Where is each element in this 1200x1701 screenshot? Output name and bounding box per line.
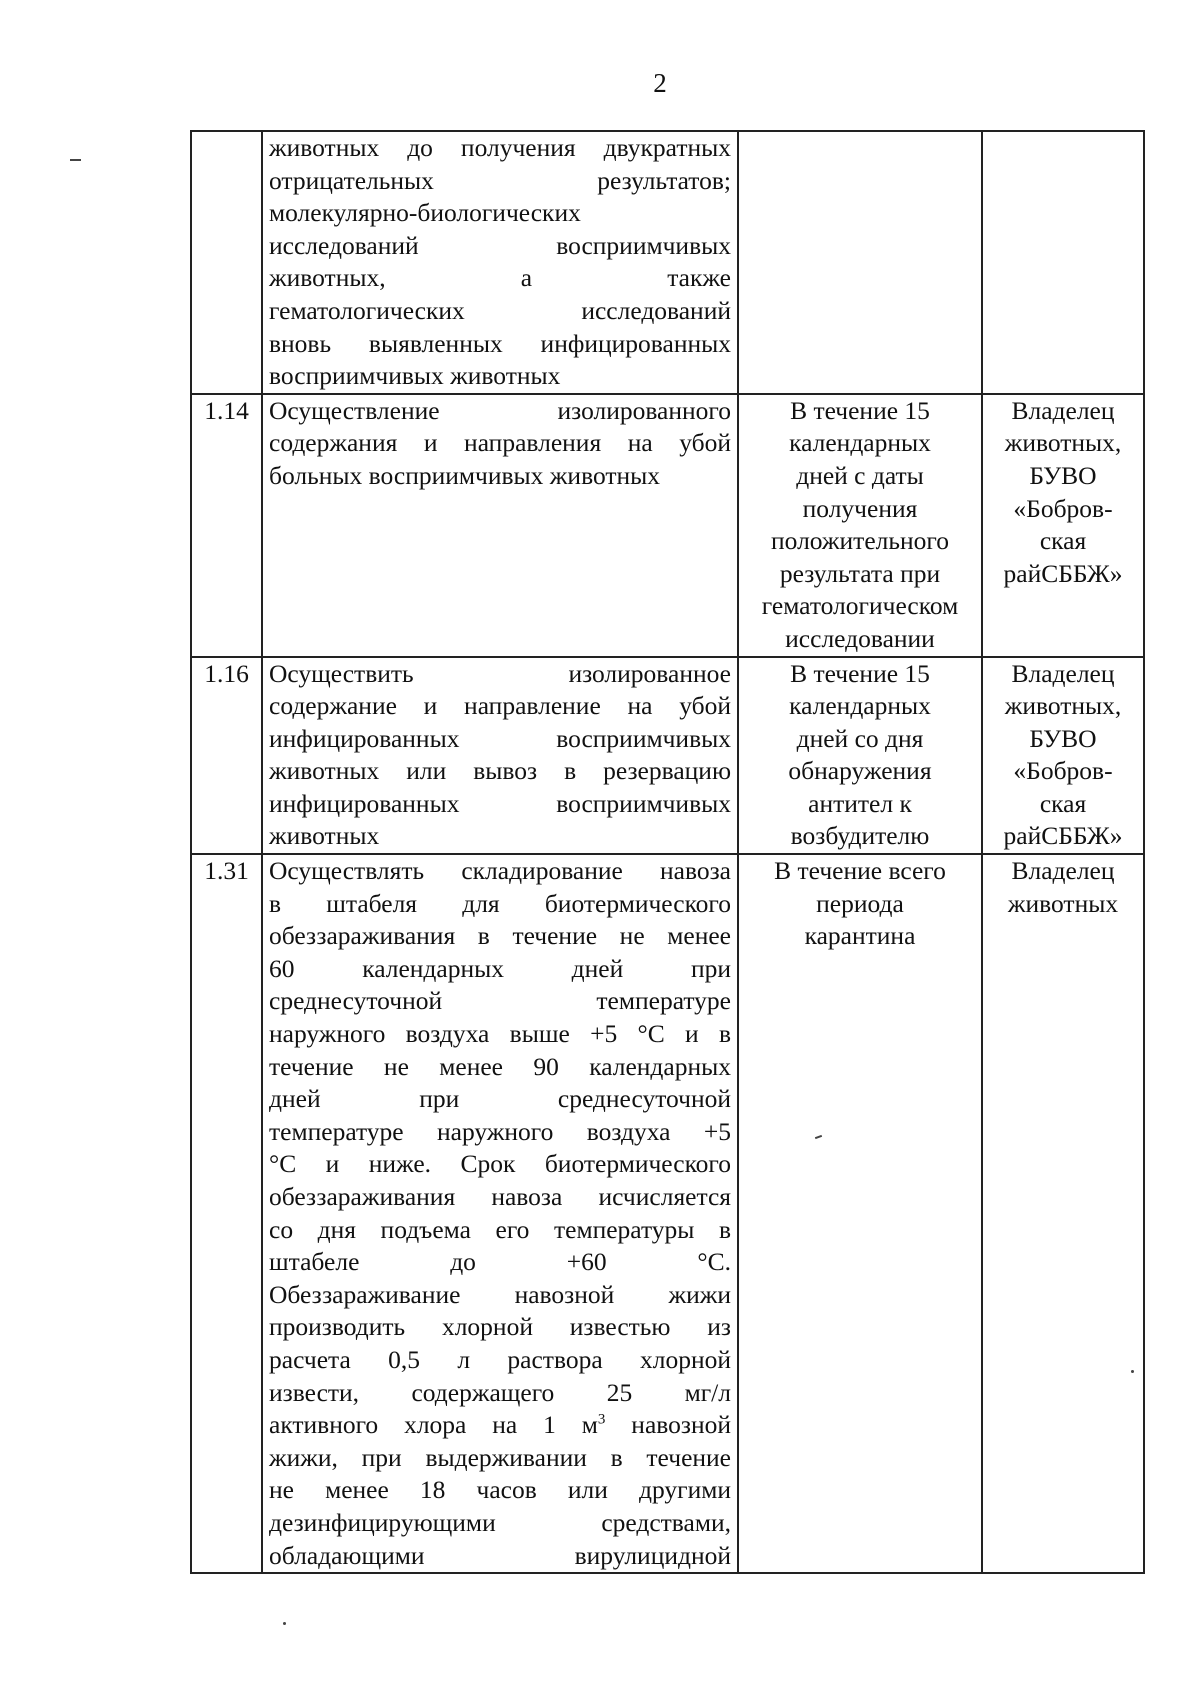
text-line: не менее 18 часов или другими <box>269 1475 731 1505</box>
responsible-party <box>982 131 1144 394</box>
text-line: животных <box>269 821 380 851</box>
text-line: расчета 0,5 л раствора хлорной <box>269 1344 731 1374</box>
deadline-line: календарных <box>789 691 931 721</box>
responsible-party <box>982 657 1144 855</box>
text-line: 60 календарных дней при <box>269 953 731 983</box>
deadline-line: В течение 15 <box>790 658 930 688</box>
responsible-line: животных <box>1007 888 1119 918</box>
measure-description <box>262 394 738 657</box>
responsible-line: Владелец <box>1011 395 1115 425</box>
deadline-line: исследовании <box>785 623 935 653</box>
deadline-line: дней с даты <box>796 460 924 490</box>
text-line: наружного воздуха выше +5 °С и в <box>269 1019 731 1049</box>
text-line: течение не менее 90 календарных <box>269 1051 731 1081</box>
text-line: Обеззараживание навозной жижи <box>269 1279 731 1309</box>
text-line: дней при среднесуточной <box>269 1084 731 1114</box>
text-line: в штабеля для биотермического <box>269 888 731 918</box>
responsible-party <box>982 394 1144 657</box>
text-line: отрицательных результатов; <box>269 165 731 195</box>
text-line: штабеле до +60 °С. <box>269 1247 731 1277</box>
text-line: Осуществление изолированного <box>269 395 731 425</box>
text-line <box>269 1409 731 1442</box>
responsible-line: ская <box>1039 788 1087 818</box>
responsible-line: БУВО <box>1029 460 1097 490</box>
text-line: среднесуточной температуре <box>269 986 731 1016</box>
deadline-line: дней со дня <box>796 723 924 753</box>
deadline-line: получения <box>802 493 918 523</box>
text-line: содержания и направления на убой <box>269 428 731 458</box>
text-line: гематологических исследований <box>269 295 731 325</box>
deadline-line: гематологическом <box>761 591 959 621</box>
responsible-party <box>982 854 1144 1573</box>
text-line: инфицированных восприимчивых <box>269 788 731 818</box>
text-line: содержание и направление на убой <box>269 691 731 721</box>
responsible-line: животных, <box>1004 428 1122 458</box>
deadline-line: календарных <box>789 428 931 458</box>
measure-description <box>262 854 738 1573</box>
text-line: обладающими вирулицидной <box>269 1540 731 1570</box>
deadline-line: положительного <box>771 526 949 556</box>
deadline-line: периода <box>816 888 904 918</box>
deadline <box>738 657 982 855</box>
text-line: животных, а также <box>269 263 731 293</box>
item-number: 1.31 <box>191 854 262 1573</box>
text-line: обеззараживания в течение не менее <box>269 921 731 951</box>
scan-artifact <box>283 1622 286 1625</box>
text-line: извести, содержащего 25 мг/л <box>269 1377 731 1407</box>
measure-description <box>262 657 738 855</box>
deadline-line: карантина <box>804 921 916 951</box>
table-row <box>191 854 1144 1573</box>
deadline <box>738 131 982 394</box>
responsible-line: райСББЖ» <box>1003 821 1123 851</box>
scan-artifact <box>70 159 81 161</box>
text-line: Осуществлять складирование навоза <box>269 856 731 886</box>
text-line: молекулярно-биологических <box>269 198 581 228</box>
text-line: дезинфицирующими средствами, <box>269 1507 731 1537</box>
deadline-line: В течение 15 <box>790 395 930 425</box>
item-number <box>191 131 262 394</box>
text-line: восприимчивых животных <box>269 361 561 391</box>
text-line: инфицированных восприимчивых <box>269 723 731 753</box>
text-line: со дня подъема его температуры в <box>269 1214 731 1244</box>
deadline-line: результата при <box>779 558 941 588</box>
responsible-line: Владелец <box>1011 658 1115 688</box>
responsible-line: «Бобров- <box>1013 756 1113 786</box>
superscript: 3 <box>597 1411 606 1428</box>
item-number: 1.14 <box>191 394 262 657</box>
table-row <box>191 131 1144 394</box>
text-line: обеззараживания навоза исчисляется <box>269 1182 731 1211</box>
text-line: вновь выявленных инфицированных <box>269 328 731 358</box>
deadline-line: возбудителю <box>790 821 930 851</box>
responsible-line: «Бобров- <box>1013 493 1113 523</box>
text-line: жижи, при выдерживании в течение <box>269 1442 731 1472</box>
text-line: больных восприимчивых животных <box>269 460 661 490</box>
deadline <box>738 854 982 1573</box>
text-line: температуре наружного воздуха +5 <box>269 1116 731 1146</box>
text-line: исследований восприимчивых <box>269 230 731 260</box>
text-line: животных или вывоз в резервацию <box>269 756 731 786</box>
deadline <box>738 394 982 657</box>
text-line: животных до получения двукратных <box>269 133 731 162</box>
measure-description <box>262 131 738 394</box>
responsible-line: Владелец <box>1011 856 1115 886</box>
text-fragment: активного хлора на 1 м <box>269 1410 598 1440</box>
responsible-line: животных, <box>1004 691 1122 721</box>
table-row <box>191 657 1144 855</box>
text-line: производить хлорной известью из <box>269 1312 731 1342</box>
responsible-line: райСББЖ» <box>1003 558 1123 588</box>
text-line: Осуществить изолированное <box>269 658 731 688</box>
responsible-line: БУВО <box>1029 723 1097 753</box>
table-row <box>191 394 1144 657</box>
responsible-line: ская <box>1039 526 1087 556</box>
deadline-line: обнаружения <box>788 756 932 786</box>
text-line: °С и ниже. Срок биотермического <box>269 1149 731 1179</box>
measures-table-body <box>191 131 1144 1573</box>
page-number: 2 <box>653 68 667 98</box>
deadline-line: В течение всего <box>774 856 946 886</box>
text-fragment: навозной <box>605 1410 731 1440</box>
item-number: 1.16 <box>191 657 262 855</box>
measures-table <box>190 130 1145 1574</box>
deadline-line: антител к <box>808 788 912 818</box>
